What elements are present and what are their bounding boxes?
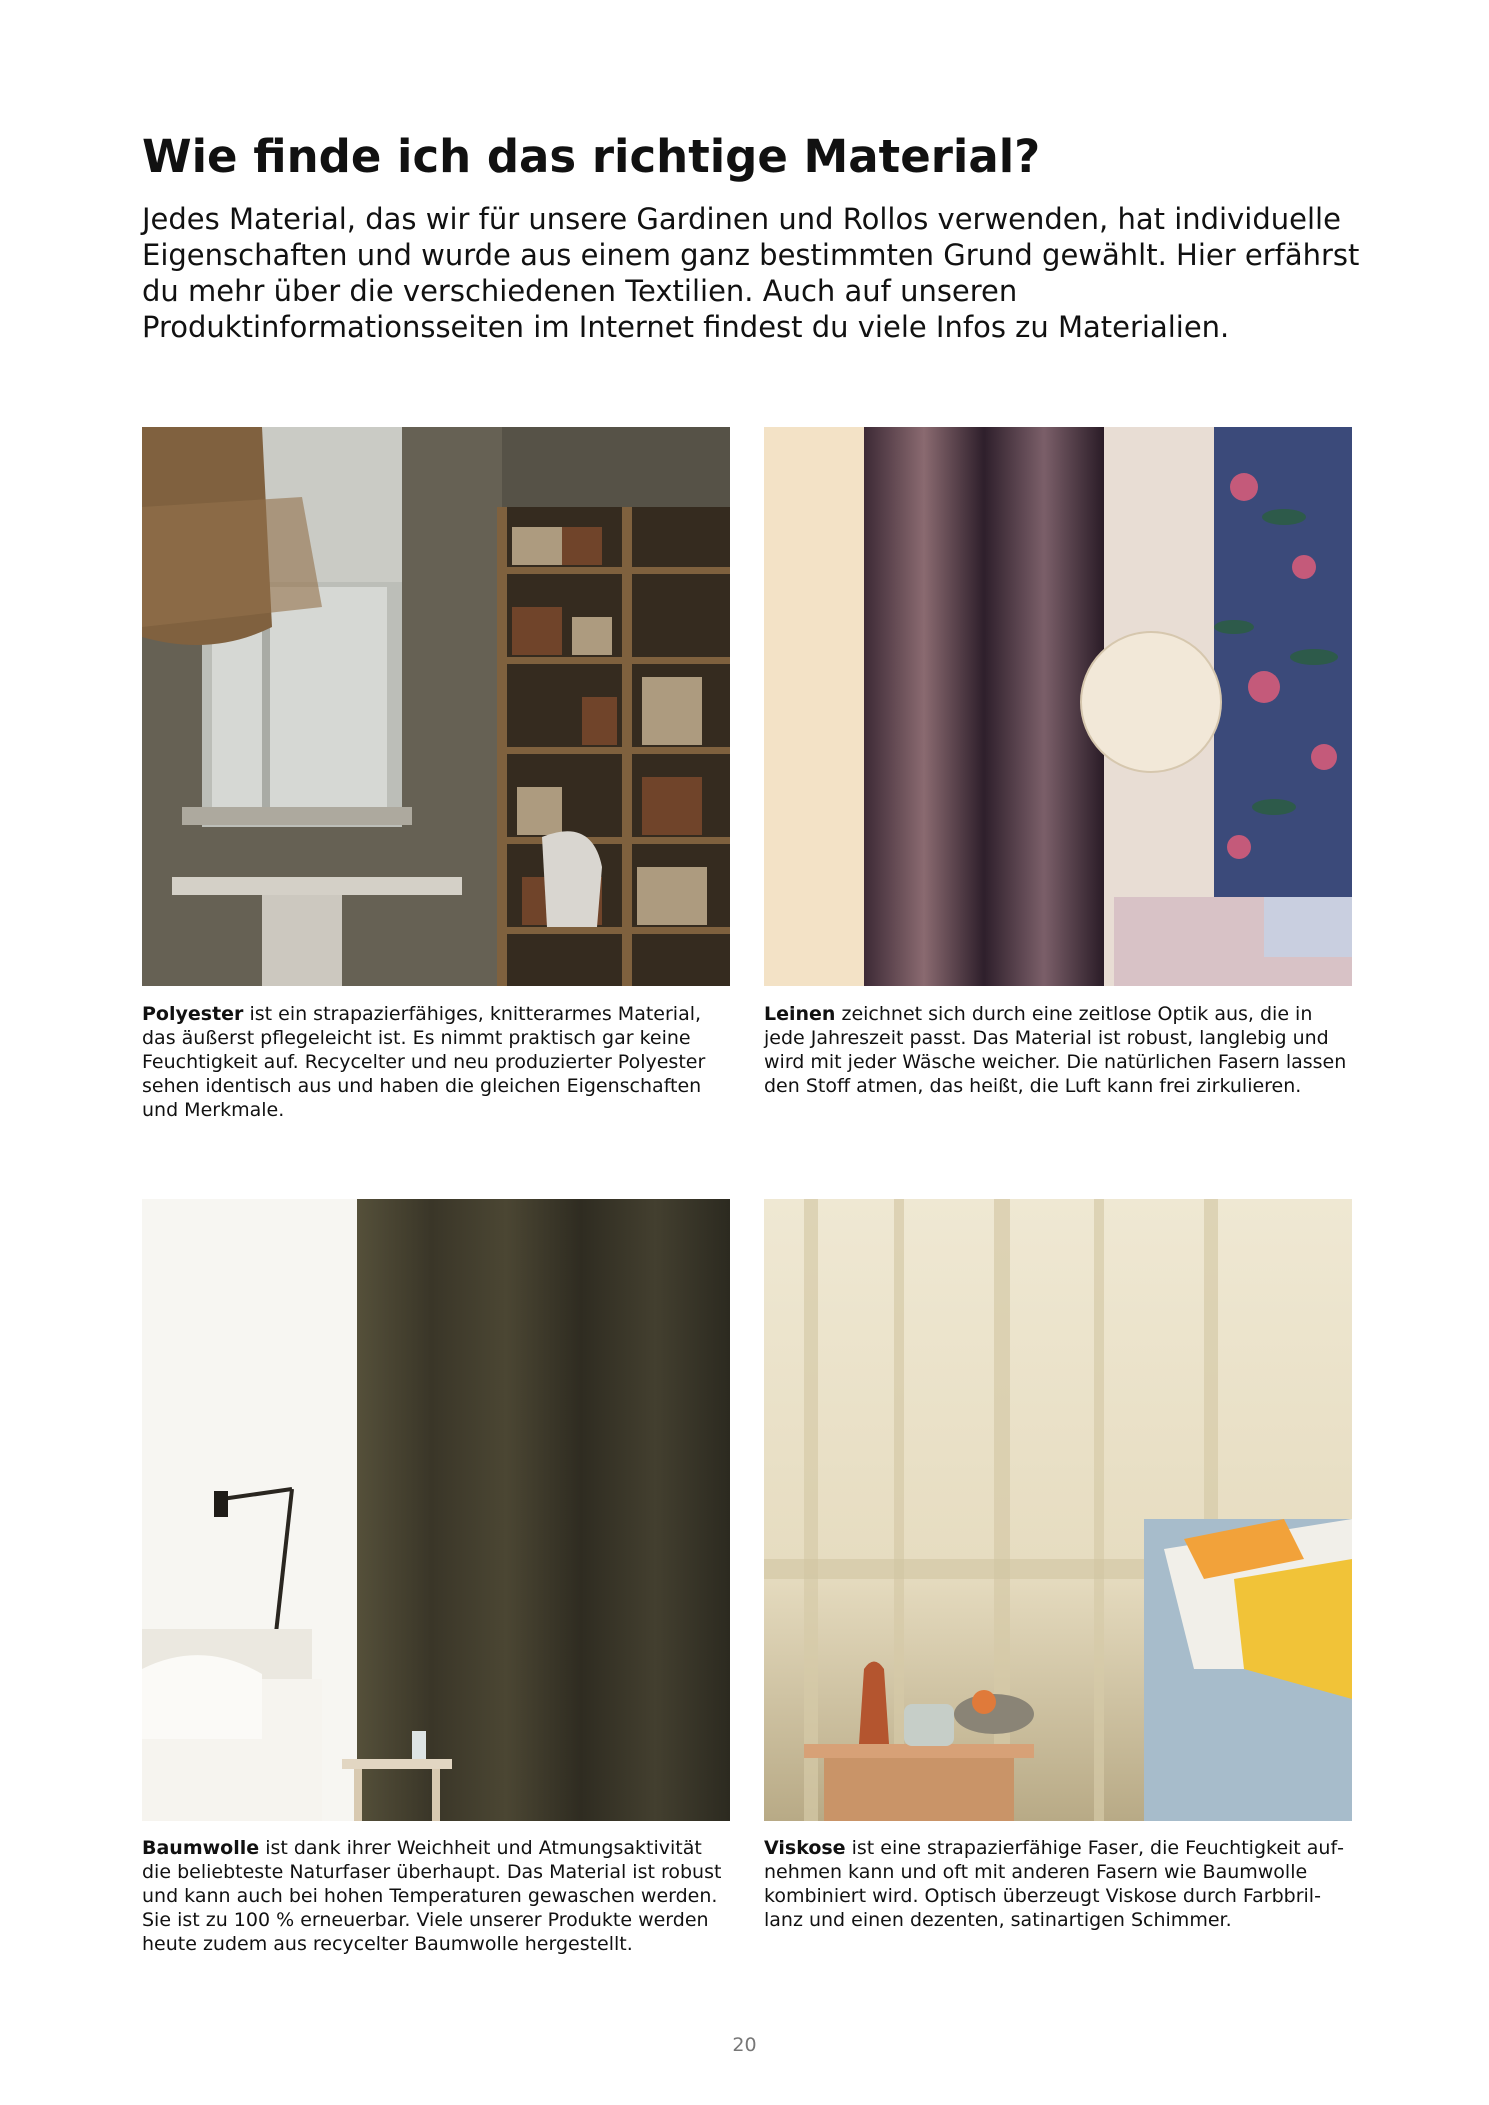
material-name-cotton: Baumwolle (142, 1837, 260, 1859)
cotton-curtain-photo (142, 1199, 730, 1821)
polyester-description: ist ein strapazierfähiges, knitterarmes Material, das äußerst pflegeleicht ist. Es nimmt praktisch gar keine Feuchtigkeit auf. Recycelter und neu produzierter Polyester sehen identisch aus und haben die gleichen Eigenschaften und Merkmale. (142, 1003, 706, 1121)
linen-curtain-photo (764, 427, 1352, 986)
page-title: Wie finde ich das richtige Material? (142, 130, 1041, 183)
intro-paragraph: Jedes Material, das wir für unsere Gardinen und Rollos verwenden, hat individuelle Eigenschaften und wurde aus einem ganz bestimmten Grund gewählt. Hier erfährst du mehr über die verschiedenen Textilien. Auch auf unseren Produktinformationsseiten im Internet findest du viele Infos zu Materialien. (142, 202, 1360, 344)
viscose-curtain-photo (764, 1199, 1352, 1821)
linen-description: zeichnet sich durch eine zeitlose Optik aus, die in jede Jahreszeit passt. Das Material ist robust, langlebig und wird mit jeder Wäsche weicher. Die natürlichen Fasern lassen den Stoff atmen, das heißt, die Luft kann frei zirkulieren. (764, 1003, 1347, 1097)
cotton-caption (142, 1836, 730, 1956)
material-name-linen: Leinen (764, 1003, 836, 1025)
polyester-room-photo (142, 427, 730, 986)
material-name-viscose: Viskose (764, 1837, 846, 1859)
cotton-description: ist dank ihrer Weichheit und Atmungsaktivität die beliebteste Naturfaser überhaupt. Das Material ist robust und kann auch bei hohen Temperaturen gewaschen werden. Sie ist zu 100 % erneuerbar. Viele unserer Produkte werden heute zudem aus recycelter Baumwolle hergestellt. (142, 1837, 722, 1955)
linen-caption (764, 1002, 1352, 1098)
viscose-description: ist eine strapazierfähige Faser, die Feuchtigkeit aufnehmen kann und oft mit anderen Fasern wie Baumwolle kombiniert wird. Optisch überzeugt Viskose durch Farbbrillanz und einen dezenten, satinartigen Schimmer. (764, 1837, 1345, 1931)
material-name-polyester: Polyester (142, 1003, 244, 1025)
page-number: 20 (732, 2034, 757, 2056)
viscose-caption (764, 1836, 1352, 1932)
polyester-caption (142, 1002, 730, 1122)
